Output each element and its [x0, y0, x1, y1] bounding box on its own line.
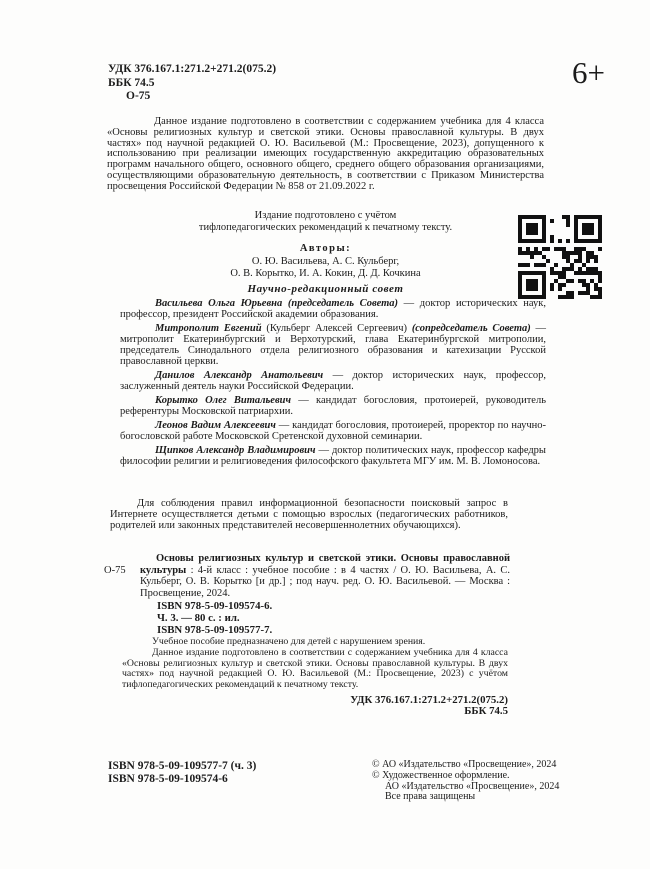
council-member: Леонов Вадим Алексеевич — кандидат богословия, протоиерей, проректор по научно-богословской работе Московской Сретенской духовной семинарии.	[120, 420, 546, 442]
small-annotation-text: Данное издание подготовлено в соответствии с содержанием учебника для 4 класса «Основы религиозных культур и светской этики. Основы православной культуры. В двух частях» под научной редакцией О. Ю. Васильевой (М.: Просвещение, 2023) с учётом тифлопедагогических рекомендаций к печатному тексту.	[122, 646, 508, 691]
copyright-line2: © Художественное оформление.	[372, 769, 510, 781]
council-member: Щипков Александр Владимирович — доктор политических наук, профессор кафедры философии религии и религиоведения философского факультета МГУ им. М. В. Ломоносова.	[120, 445, 546, 467]
authors-line1: О. Ю. Васильева, А. С. Кульберг,	[251, 256, 400, 267]
bbk-code-bottom: ББК 74.5	[464, 705, 508, 718]
age-rating-badge: 6+	[572, 55, 605, 90]
author-sign-code: О-75	[126, 90, 151, 102]
bottom-classification-codes	[122, 695, 508, 718]
bottom-isbn-block	[108, 760, 256, 786]
isbn-line2: ISBN 978-5-09-109574-6	[108, 772, 228, 785]
edition-info	[157, 601, 272, 636]
tiflo-note-line2: тифлопедагогических рекомендаций к печатному тексту.	[198, 221, 453, 233]
council-member: Васильева Ольга Юрьевна (председатель Совета) — доктор исторических наук, профессор, президент Российской академии образования.	[120, 298, 546, 320]
internet-safety-note: Для соблюдения правил информационной безопасности поисковый запрос в Интернете осуществляется детьми с помощью взрослых (педагогических работников, родителей или законных представителей несовершеннолетних обучающихся).	[110, 498, 508, 531]
part-pages: Ч. 3. — 80 с. : ил.	[157, 611, 240, 624]
isbn-line1: ISBN 978-5-09-109577-7 (ч. 3)	[108, 760, 257, 772]
authors-line2: О. В. Корытко, И. А. Кокин, Д. Д. Кочкина	[230, 268, 421, 279]
vision-note: Учебное пособие предназначено для детей с нарушением зрения.	[152, 636, 426, 647]
bibliographic-entry	[104, 553, 510, 599]
edition-annotation: Данное издание подготовлено в соответствии с содержанием учебника для 4 класса «Основы религиозных культур и светской этики. Основы православной культуры. В двух частях» под научной редакцией О. Ю. Васильевой (М.: Просвещение, 2023), допущенного к использованию при реализации имеющих государственную аккредитацию образовательных программ начального общего, основного общего, среднего общего образования организациями, осуществляющими образовательную деятельность, в соответствии с Приказом Министерства просвещения Российской Федерации № 858 от 21.09.2022 г.	[107, 116, 544, 192]
copyright-line4: Все права защищены	[385, 791, 476, 803]
council-members-list	[120, 298, 546, 467]
bbk-code: ББК 74.5	[108, 76, 155, 89]
tiflo-note	[107, 210, 544, 233]
copyright-block	[372, 760, 559, 803]
copyright-line1: © АО «Издательство «Просвещение», 2024	[372, 759, 557, 770]
bib-title: Основы религиозных культур и светской этики. Основы православной культуры	[140, 553, 510, 576]
council-member: Данилов Александр Анатольевич — доктор исторических наук, профессор, заслуженный деятель науки Российской Федерации.	[120, 370, 547, 392]
council-member: Митрополит Евгений (Кульберг Алексей Сергеевич) (сопредседатель Совета) — митрополит Екатеринбургский и Верхотурский, глава Екатеринбургской митрополии, председатель Синодального отдела религиозного образования и катехизации Русской православной церкви.	[120, 323, 546, 367]
udk-code-bottom: УДК 376.167.1:271.2+271.2(075.2)	[350, 694, 508, 706]
tiflo-note-line1: Издание подготовлено с учётом	[254, 210, 397, 221]
udk-code: УДК 376.167.1:271.2+271.2(075.2)	[108, 63, 277, 75]
council-member: Корытко Олег Витальевич — кандидат богословия, протоиерей, руководитель референтуры Московской патриархии.	[120, 395, 546, 417]
authors-heading: Авторы:	[299, 243, 352, 254]
small-annotation	[122, 637, 508, 691]
isbn-part-set: ISBN 978-5-09-109574-6.	[157, 600, 273, 612]
council-heading: Научно-редакционный совет	[247, 283, 404, 295]
copyright-line3: АО «Издательство «Просвещение», 2024	[385, 780, 560, 792]
authors-block	[107, 243, 544, 280]
isbn-part: ISBN 978-5-09-109577-7.	[157, 623, 273, 636]
bib-description: : 4-й класс : учебное пособие : в 4 частях / О. Ю. Васильева, А. С. Кульберг, О. В. Корытко [и др.] ; под науч. ред. О. Ю. Васильевой. — Москва : Просвещение, 2024.	[140, 564, 510, 599]
bib-author-sign: О-75	[104, 564, 126, 576]
classification-codes	[108, 63, 276, 104]
